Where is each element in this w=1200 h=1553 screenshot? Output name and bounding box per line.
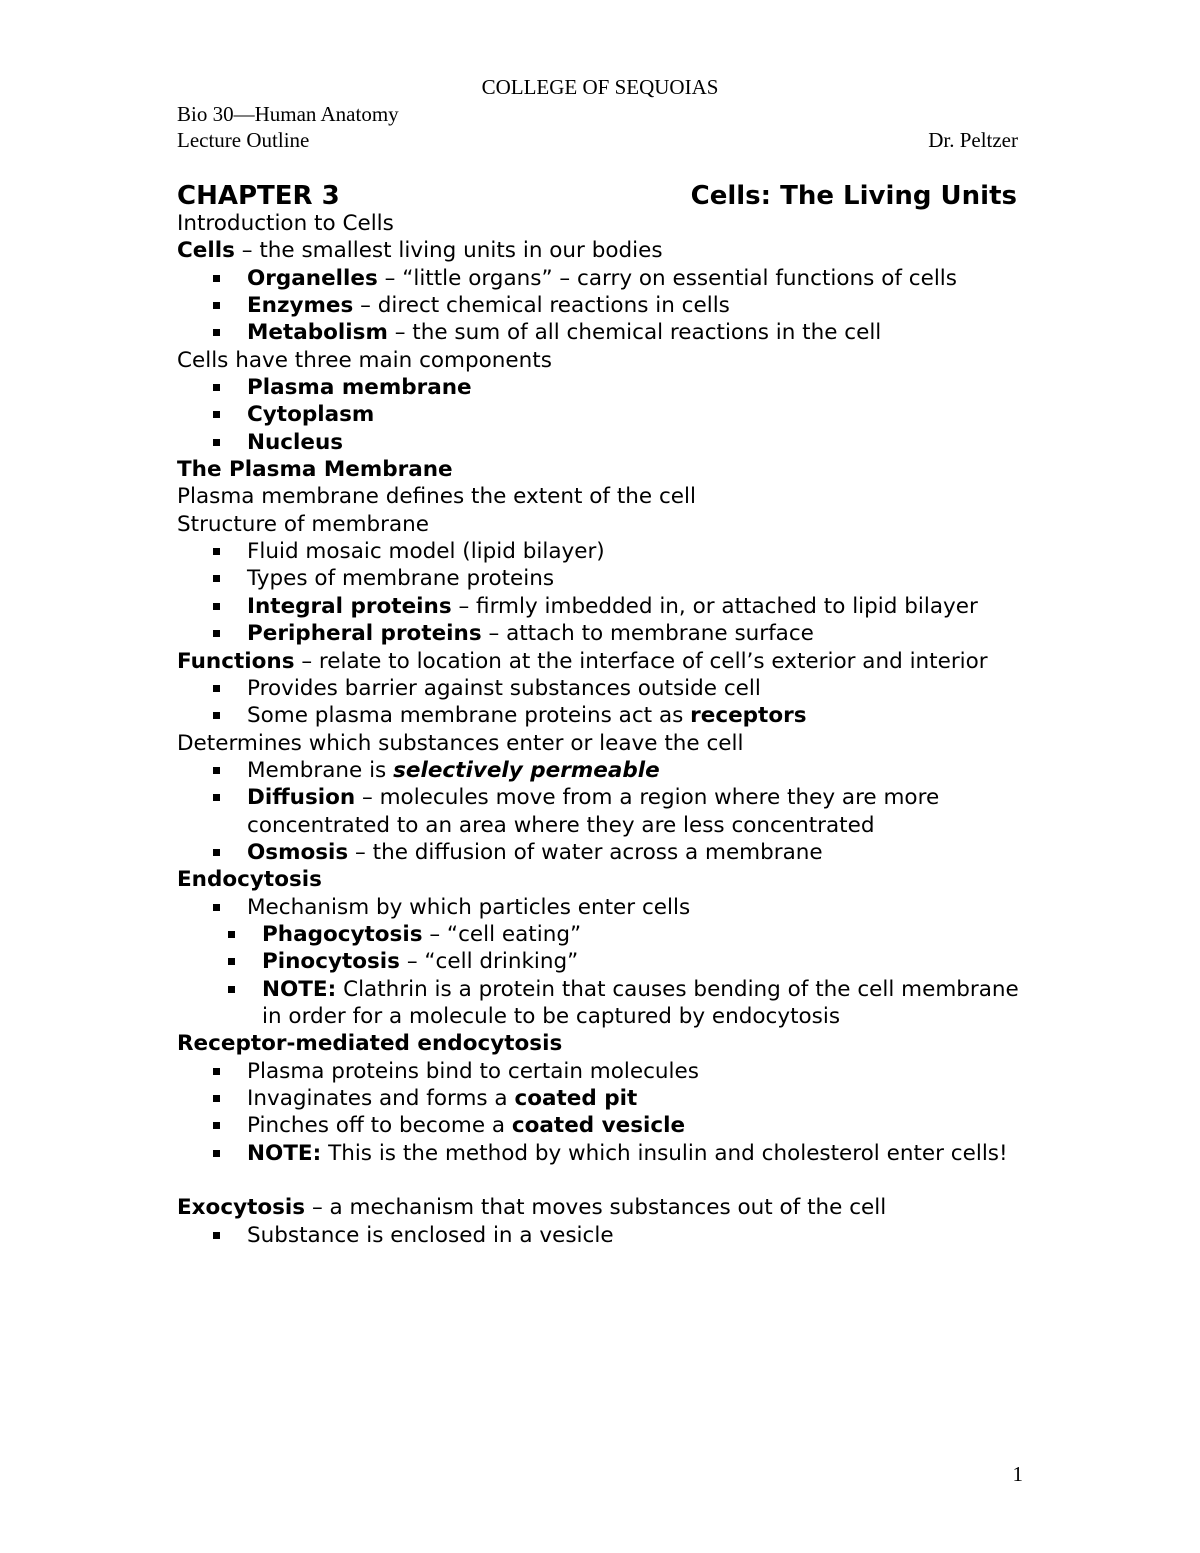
chapter-title: Cells: The Living Units — [690, 181, 1017, 211]
bullet-item: Provides barrier against substances outside cell — [177, 675, 1027, 702]
bullet-item: Plasma proteins bind to certain molecules — [177, 1058, 1027, 1085]
outline-line: Introduction to Cells — [177, 211, 394, 236]
outline-line: Cells – the smallest living units in our bodies — [177, 238, 663, 264]
bullet-item: Substance is enclosed in a vesicle — [177, 1222, 1027, 1249]
chapter-heading — [177, 178, 1017, 214]
outline-line: Cells have three main components — [177, 347, 552, 373]
bullet-item: Enzymes – direct chemical reactions in cells — [177, 292, 1027, 319]
bullet-item: Diffusion – molecules move from a region where they are more concentrated to an area where they are less concentrated — [177, 784, 1027, 839]
bullet-item: Pinches off to become a coated vesicle — [177, 1112, 1027, 1139]
outline-line: Exocytosis – a mechanism that moves substances out of the cell — [177, 1195, 887, 1221]
chapter-number: CHAPTER 3 — [177, 181, 340, 211]
bullet-item: Integral proteins – firmly imbedded in, or attached to lipid bilayer — [177, 593, 1027, 620]
outline-line: Structure of membrane — [177, 511, 430, 537]
outline-line: Functions – relate to location at the interface of cell’s exterior and interior — [177, 648, 988, 674]
bullet-item: Osmosis – the diffusion of water across a membrane — [177, 839, 1027, 866]
bullet-item: Nucleus — [177, 429, 1027, 456]
college-name: COLLEGE OF SEQUOIAS — [481, 75, 719, 99]
sub-bullet-item: NOTE: Clathrin is a protein that causes bending of the cell membrane in order for a molecule to be captured by endocytosis — [177, 976, 1027, 1031]
outline-line: Plasma membrane defines the extent of the cell — [177, 484, 696, 510]
course-title: Bio 30—Human Anatomy — [177, 102, 399, 126]
instructor-name: Dr. Peltzer — [928, 128, 1018, 152]
blank-line — [177, 1167, 1027, 1194]
sub-bullet-item: Pinocytosis – “cell drinking” — [177, 948, 1027, 975]
outline-body — [177, 210, 1027, 1249]
bullet-item: Some plasma membrane proteins act as receptors — [177, 702, 1027, 729]
document-type: Lecture Outline — [177, 128, 310, 152]
bullet-item: Cytoplasm — [177, 401, 1027, 428]
bullet-item: Types of membrane proteins — [177, 565, 1027, 592]
bullet-item: Metabolism – the sum of all chemical reactions in the cell — [177, 319, 1027, 346]
bullet-item: Membrane is selectively permeable — [177, 757, 1027, 784]
bullet-item: Invaginates and forms a coated pit — [177, 1085, 1027, 1112]
bullet-item: Fluid mosaic model (lipid bilayer) — [177, 538, 1027, 565]
bullet-item: Plasma membrane — [177, 374, 1027, 401]
section-heading: The Plasma Membrane — [177, 457, 453, 483]
bullet-item: Mechanism by which particles enter cells — [177, 894, 1027, 921]
sub-bullet-item: Phagocytosis – “cell eating” — [177, 921, 1027, 948]
section-heading: Endocytosis — [177, 867, 322, 893]
page-number: 1 — [1012, 1462, 1023, 1486]
section-heading: Receptor-mediated endocytosis — [177, 1031, 563, 1057]
outline-line: Determines which substances enter or leave the cell — [177, 730, 744, 756]
bullet-item: NOTE: This is the method by which insulin and cholesterol enter cells! — [177, 1140, 1027, 1167]
bullet-item: Organelles – “little organs” – carry on essential functions of cells — [177, 265, 1027, 292]
bullet-item: Peripheral proteins – attach to membrane surface — [177, 620, 1027, 647]
